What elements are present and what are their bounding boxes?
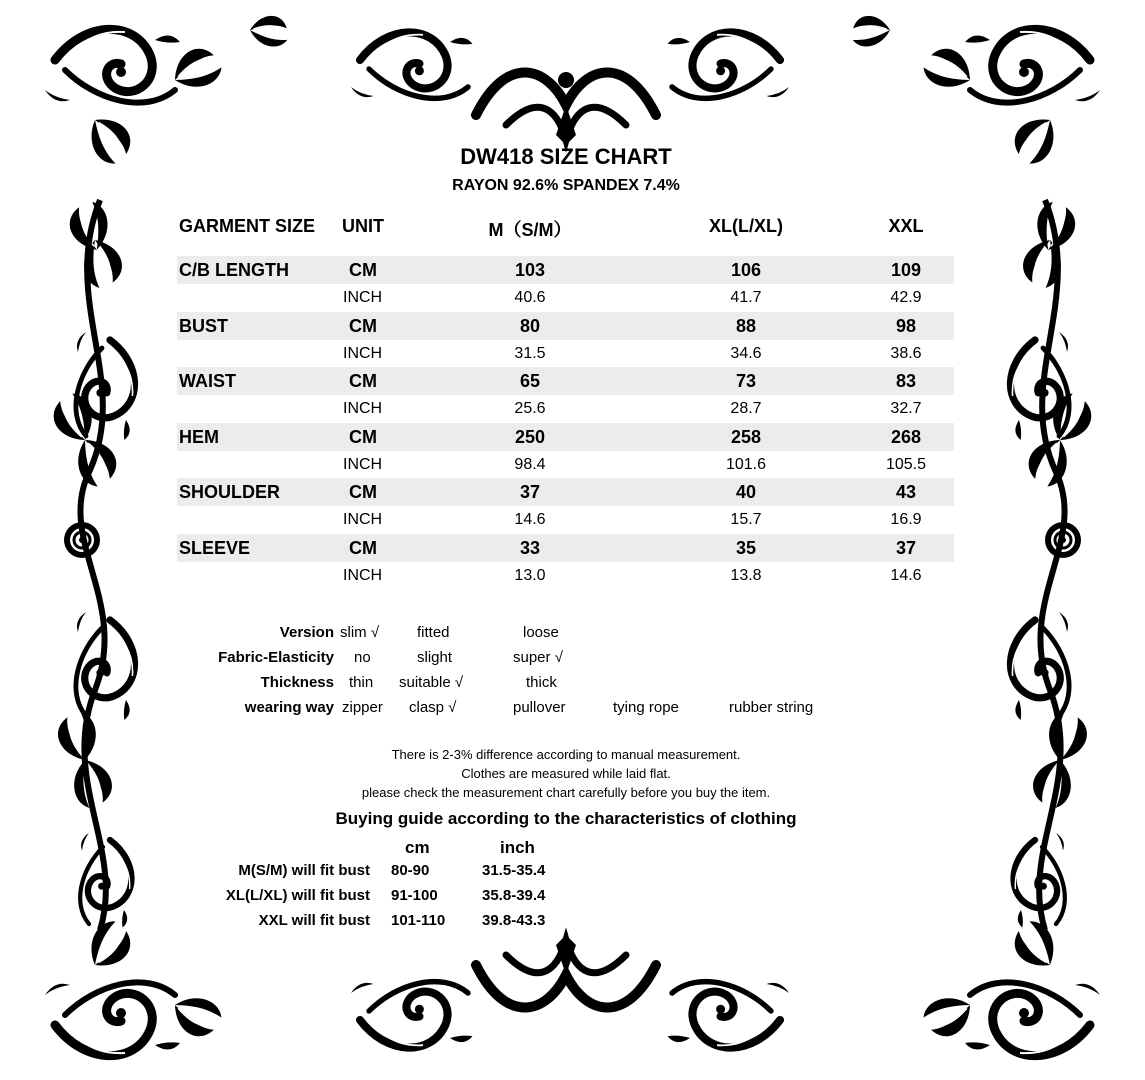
header-size-m: M（S/M）	[488, 220, 572, 240]
property-option: thick	[526, 674, 557, 691]
value-cm: 103	[514, 260, 546, 280]
value-inch: 14.6	[514, 511, 546, 528]
value-inch: 31.5	[514, 345, 546, 362]
unit-inch: INCH	[343, 400, 383, 417]
measurement-name: BUST	[179, 316, 228, 336]
property-option: loose	[523, 624, 559, 641]
guide-row-cm: 80-90	[391, 862, 430, 879]
measurement-name: HEM	[179, 427, 219, 447]
value-cm: 88	[735, 316, 757, 336]
value-inch: 38.6	[890, 345, 922, 362]
value-inch: 101.6	[725, 456, 767, 473]
unit-cm: CM	[349, 316, 377, 336]
value-cm: 40	[735, 482, 757, 502]
chart-title: DW418 SIZE CHART	[460, 144, 672, 169]
value-inch: 41.7	[730, 289, 762, 306]
value-inch: 16.9	[890, 511, 922, 528]
property-option: clasp √	[409, 699, 457, 716]
value-inch: 98.4	[514, 456, 546, 473]
property-label: Version	[279, 624, 334, 641]
unit-inch: INCH	[343, 345, 383, 362]
guide-row-label: XXL will fit bust	[258, 912, 370, 929]
measurement-name: WAIST	[179, 371, 236, 391]
guide-row-label: XL(L/XL) will fit bust	[225, 887, 370, 904]
value-cm: 106	[730, 260, 762, 280]
value-inch: 15.7	[730, 511, 762, 528]
value-cm: 73	[735, 371, 757, 391]
property-option: zipper	[342, 699, 383, 716]
fabric-composition: RAYON 92.6% SPANDEX 7.4%	[452, 177, 680, 194]
value-inch: 105.5	[885, 456, 927, 473]
value-inch: 13.8	[730, 567, 762, 584]
header-garment-size: GARMENT SIZE	[179, 216, 316, 236]
value-cm: 37	[519, 482, 541, 502]
buying-guide-title: Buying guide according to the characteristics of clothing	[335, 809, 797, 828]
guide-row-inch: 35.8-39.4	[482, 887, 546, 904]
guide-row-cm: 101-110	[391, 912, 446, 929]
value-cm: 35	[735, 538, 757, 558]
note-line: There is 2-3% difference according to manual measurement.	[391, 747, 741, 762]
measurement-name: C/B LENGTH	[179, 260, 289, 280]
value-cm: 43	[895, 482, 917, 502]
property-label: wearing way	[244, 699, 334, 716]
property-label: Fabric-Elasticity	[218, 649, 334, 666]
header-unit: UNIT	[342, 216, 384, 236]
header-size-xl: XL(L/XL)	[709, 216, 783, 236]
unit-inch: INCH	[343, 456, 383, 473]
property-option: suitable √	[399, 674, 464, 691]
value-inch: 32.7	[890, 400, 922, 417]
property-option: tying rope	[613, 699, 679, 716]
guide-col-cm: cm	[405, 838, 430, 857]
unit-cm: CM	[349, 538, 377, 558]
unit-inch: INCH	[343, 289, 383, 306]
value-cm: 258	[730, 427, 762, 447]
property-label: Thickness	[260, 674, 334, 691]
property-option: super √	[513, 649, 563, 666]
property-option: pullover	[513, 699, 566, 716]
measurement-name: SHOULDER	[179, 482, 281, 502]
value-cm: 37	[895, 538, 917, 558]
property-option: no	[354, 649, 371, 666]
measurement-name: SLEEVE	[179, 538, 251, 558]
value-cm: 65	[519, 371, 541, 391]
unit-cm: CM	[349, 371, 377, 391]
value-inch: 13.0	[514, 567, 546, 584]
property-option: thin	[349, 674, 374, 691]
unit-inch: INCH	[343, 511, 383, 528]
property-option: fitted	[417, 624, 450, 641]
property-option: rubber string	[729, 699, 814, 716]
value-inch: 40.6	[514, 289, 546, 306]
guide-col-inch: inch	[500, 838, 535, 857]
value-inch: 34.6	[730, 345, 762, 362]
value-inch: 28.7	[730, 400, 762, 417]
value-inch: 42.9	[890, 289, 922, 306]
guide-row-cm: 91-100	[391, 887, 438, 904]
guide-row-inch: 31.5-35.4	[482, 862, 546, 879]
value-cm: 98	[895, 316, 917, 336]
value-cm: 83	[895, 371, 917, 391]
value-inch: 25.6	[514, 400, 546, 417]
unit-cm: CM	[349, 482, 377, 502]
value-cm: 80	[519, 316, 541, 336]
value-cm: 250	[514, 427, 546, 447]
note-line: Clothes are measured while laid flat.	[461, 766, 671, 781]
value-cm: 109	[890, 260, 922, 280]
unit-inch: INCH	[343, 567, 383, 584]
value-cm: 33	[519, 538, 541, 558]
guide-row-inch: 39.8-43.3	[482, 912, 546, 929]
unit-cm: CM	[349, 427, 377, 447]
unit-cm: CM	[349, 260, 377, 280]
note-line: please check the measurement chart carefully before you buy the item.	[361, 785, 771, 800]
header-size-xxl: XXL	[888, 216, 924, 236]
guide-row-label: M(S/M) will fit bust	[238, 862, 370, 879]
value-inch: 14.6	[890, 567, 922, 584]
property-option: slight	[417, 649, 453, 666]
value-cm: 268	[890, 427, 922, 447]
property-option: slim √	[340, 624, 380, 641]
